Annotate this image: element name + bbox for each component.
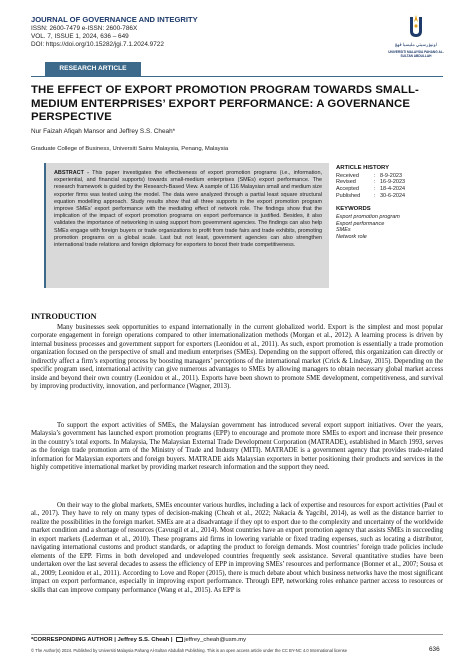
affiliation: Graduate College of Business, Universiti Sains Malaysia, Penang, Malaysia — [31, 146, 229, 152]
history-row: Revised : 16-9-2023 — [336, 179, 406, 186]
history-row: Published : 30-6-2024 — [336, 193, 406, 200]
journal-issn: ISSN: 2600-7479 e-ISSN: 2600-786X — [31, 24, 138, 32]
history-key: Received — [336, 172, 359, 179]
abstract-box — [44, 163, 329, 288]
journal-doi[interactable]: DOI: https://doi.org/10.15282/jgi.7.1.2024.9722 — [31, 40, 164, 48]
journal-name: JOURNAL OF GOVERNANCE AND INTEGRITY — [31, 15, 198, 24]
abstract-text: This paper investigates the effectiveness of export promotion programs (i.e., information, experiential, and financial supports) towards small-medium enterprises (SMEs) export performance. The research framework is guided by the Research-Based View. A sample of 116 Malaysian small and medium size exporter firms was tested using the model. The data were analyzed through a partial least square structural equation modelling approach. Study results show that all three supports in the export promotion program improve SMEs' export performance with the mediating effect of network role. The findings show that the implication of the impact of export promotion programs on export performance is justified. Besides, it also validates the importance of networking in using support from government agencies. The findings can also help SMEs engage with foreign buyers or trade organizations to profit from trade fairs and trade exhibits, promoting promotion programs on a global scale. Last but not least, government agencies can also strengthen international trade relations and foreign diplomacy for exporters to boost their trade competitiveness. — [54, 170, 322, 249]
keywords-heading: KEYWORDS — [336, 206, 371, 213]
corresponding-author — [31, 637, 246, 643]
body-paragraph: On their way to the global markets, SMEs encounter various hurdles, including a lack of expertise and resources for export activities (Paul et al., 2017). They have to rely on many types of decision-making (Cheah et al., 2022; Nakacia & Yagcibl, 2014), as well as the distance barrier to realize the possibilities in the foreign market. SMEs are at a disadvantage if they opt to export due to the complexity and uncertainty of the worldwide market condition and a shortage of resources (Cavusgil et al., 2014). Most countries have an export promotion agency that assists SMEs in succeeding in export markets (Lederman et al., 2010). These programs aid firms in lowering variable or fixed trading expenses, such as locating a distributor, navigating international customs and product standards, or adapting the product to foreign demands. Most countries’ foreign trade policies include elements of the EPP. Firms in both developed and undeveloped countries frequently seek assistance. Several quantitative studies have been undertaken over the last several decades to assess the efficiency of EPP in improving SMEs’ resources and performance (Bonner et al., 2007; Sousa et al., 2009; Leonidou et al., 2011). According to Love and Roper (2015), there is much debate about which business networks have the most significant impact on export performance, especially in improving export performance. Through EPP, networking roles enhance partner access to resources or skills that can improve company performance (Wang et al., 2015). As EPP is — [31, 502, 443, 594]
keyword: SMEs — [336, 227, 351, 234]
body-paragraph: To support the export activities of SMEs, the Malaysian government has introduced several export support initiatives. Over the years, Malaysia’s government has launched export promotion programs (EPP) to encourage and promote more SMEs to export and increase their presence in the country’s total exports. In Malaysia, The Malaysian External Trade Development Corporation (MATRADE), established in March 1993, serves as the foreign trade promotion arm of the Ministry of Trade and Industry (MITI). MATRADE is a government agency that provides trade-related information for Malaysian exporters and foreign buyers. MATRADE aids Malaysian exporters in better positioning their products and services in the highly competitive international market by providing market research information and the support they need. — [31, 422, 443, 472]
history-row: Received : 8-9-2023 — [336, 172, 403, 179]
license-note: © The Author(s) 2024. Published by Universiti Malaysia Pahang Al-Sultan Abdullah Publishing. This is an open access article under the CC BY-NC 4.0 International license — [31, 648, 348, 653]
keyword: Export promotion program — [336, 213, 400, 220]
journal-volume: VOL. 7, ISSUE 1, 2024, 636 – 649 — [31, 32, 129, 40]
history-key: Accepted — [336, 186, 359, 193]
envelope-icon — [176, 637, 183, 642]
footer-divider — [31, 634, 443, 635]
university-logo — [388, 14, 444, 66]
university-name-jawi: اونيۏرسيتي مليسيا ڤهڠ — [395, 42, 437, 47]
history-value: 16-9-2023 — [380, 179, 406, 186]
history-row: Accepted : 18-4-2024 — [336, 186, 406, 193]
university-name: UNIVERSITI MALAYSIA PAHANG AL-SULTAN ABDULLAH — [388, 50, 444, 58]
authors: Nur Faizah Afiqah Mansor and Jeffrey S.S. Cheah* — [31, 128, 176, 135]
corresponding-author-label: *CORRESPONDING AUTHOR | Jeffrey S.S. Cheah | — [31, 637, 173, 644]
history-value: 30-6-2024 — [380, 193, 406, 200]
keyword: Export performance — [336, 220, 385, 227]
university-crest-icon — [404, 14, 428, 40]
author-email[interactable]: jeffrey_cheah@usm.my — [184, 637, 247, 644]
history-value: 8-9-2023 — [380, 172, 403, 179]
history-value: 18-4-2024 — [380, 186, 406, 193]
journal-header — [31, 15, 391, 49]
keyword: Network role — [336, 234, 367, 241]
article-history-heading: ARTICLE HISTORY — [336, 165, 390, 171]
page-number: 636 — [429, 646, 440, 653]
introduction-heading: INTRODUCTION — [31, 312, 97, 321]
history-key: Published — [336, 193, 361, 200]
header-divider — [31, 76, 443, 77]
history-key: Revised — [336, 179, 356, 186]
article-sidebar — [336, 165, 442, 241]
article-type-badge: RESEARCH ARTICLE — [45, 62, 141, 76]
paper-title: THE EFFECT OF EXPORT PROMOTION PROGRAM TOWARDS SMALL-MEDIUM ENTERPRISES’ EXPORT PERFORMANCE: A GOVERNANCE PERSPECTIVE — [31, 84, 419, 124]
abstract-label: ABSTRACT - — [54, 170, 93, 176]
body-paragraph: Many businesses seek opportunities to expand internationally in the current globalized world. Export is the simplest and most popular corporate engagement in foreign operations compared to other internationalization methods (Morgan et al., 2012). A learning process is driven by internal business processes and government support for exporters (Leonidou et al., 2011). As such, export promotion is essentially a trade promotion organization focused on the perspective of small and medium enterprises (SMEs). Depending on the support offered, this organization can directly or indirectly affect a firm’s exporting process by boosting managers’ perceptions of the international market (Crick & Lindsay, 2015). Depending on the specific program used, international activity can give numerous advantages to SMEs by allowing managers to obtain necessary global market access inside and beyond their own country (Leonidou et al., 2011). Exports have been shown to promote SME development, competitiveness, and survival by improving productivity, innovation, and performance (Wagner, 2013). — [31, 324, 443, 391]
